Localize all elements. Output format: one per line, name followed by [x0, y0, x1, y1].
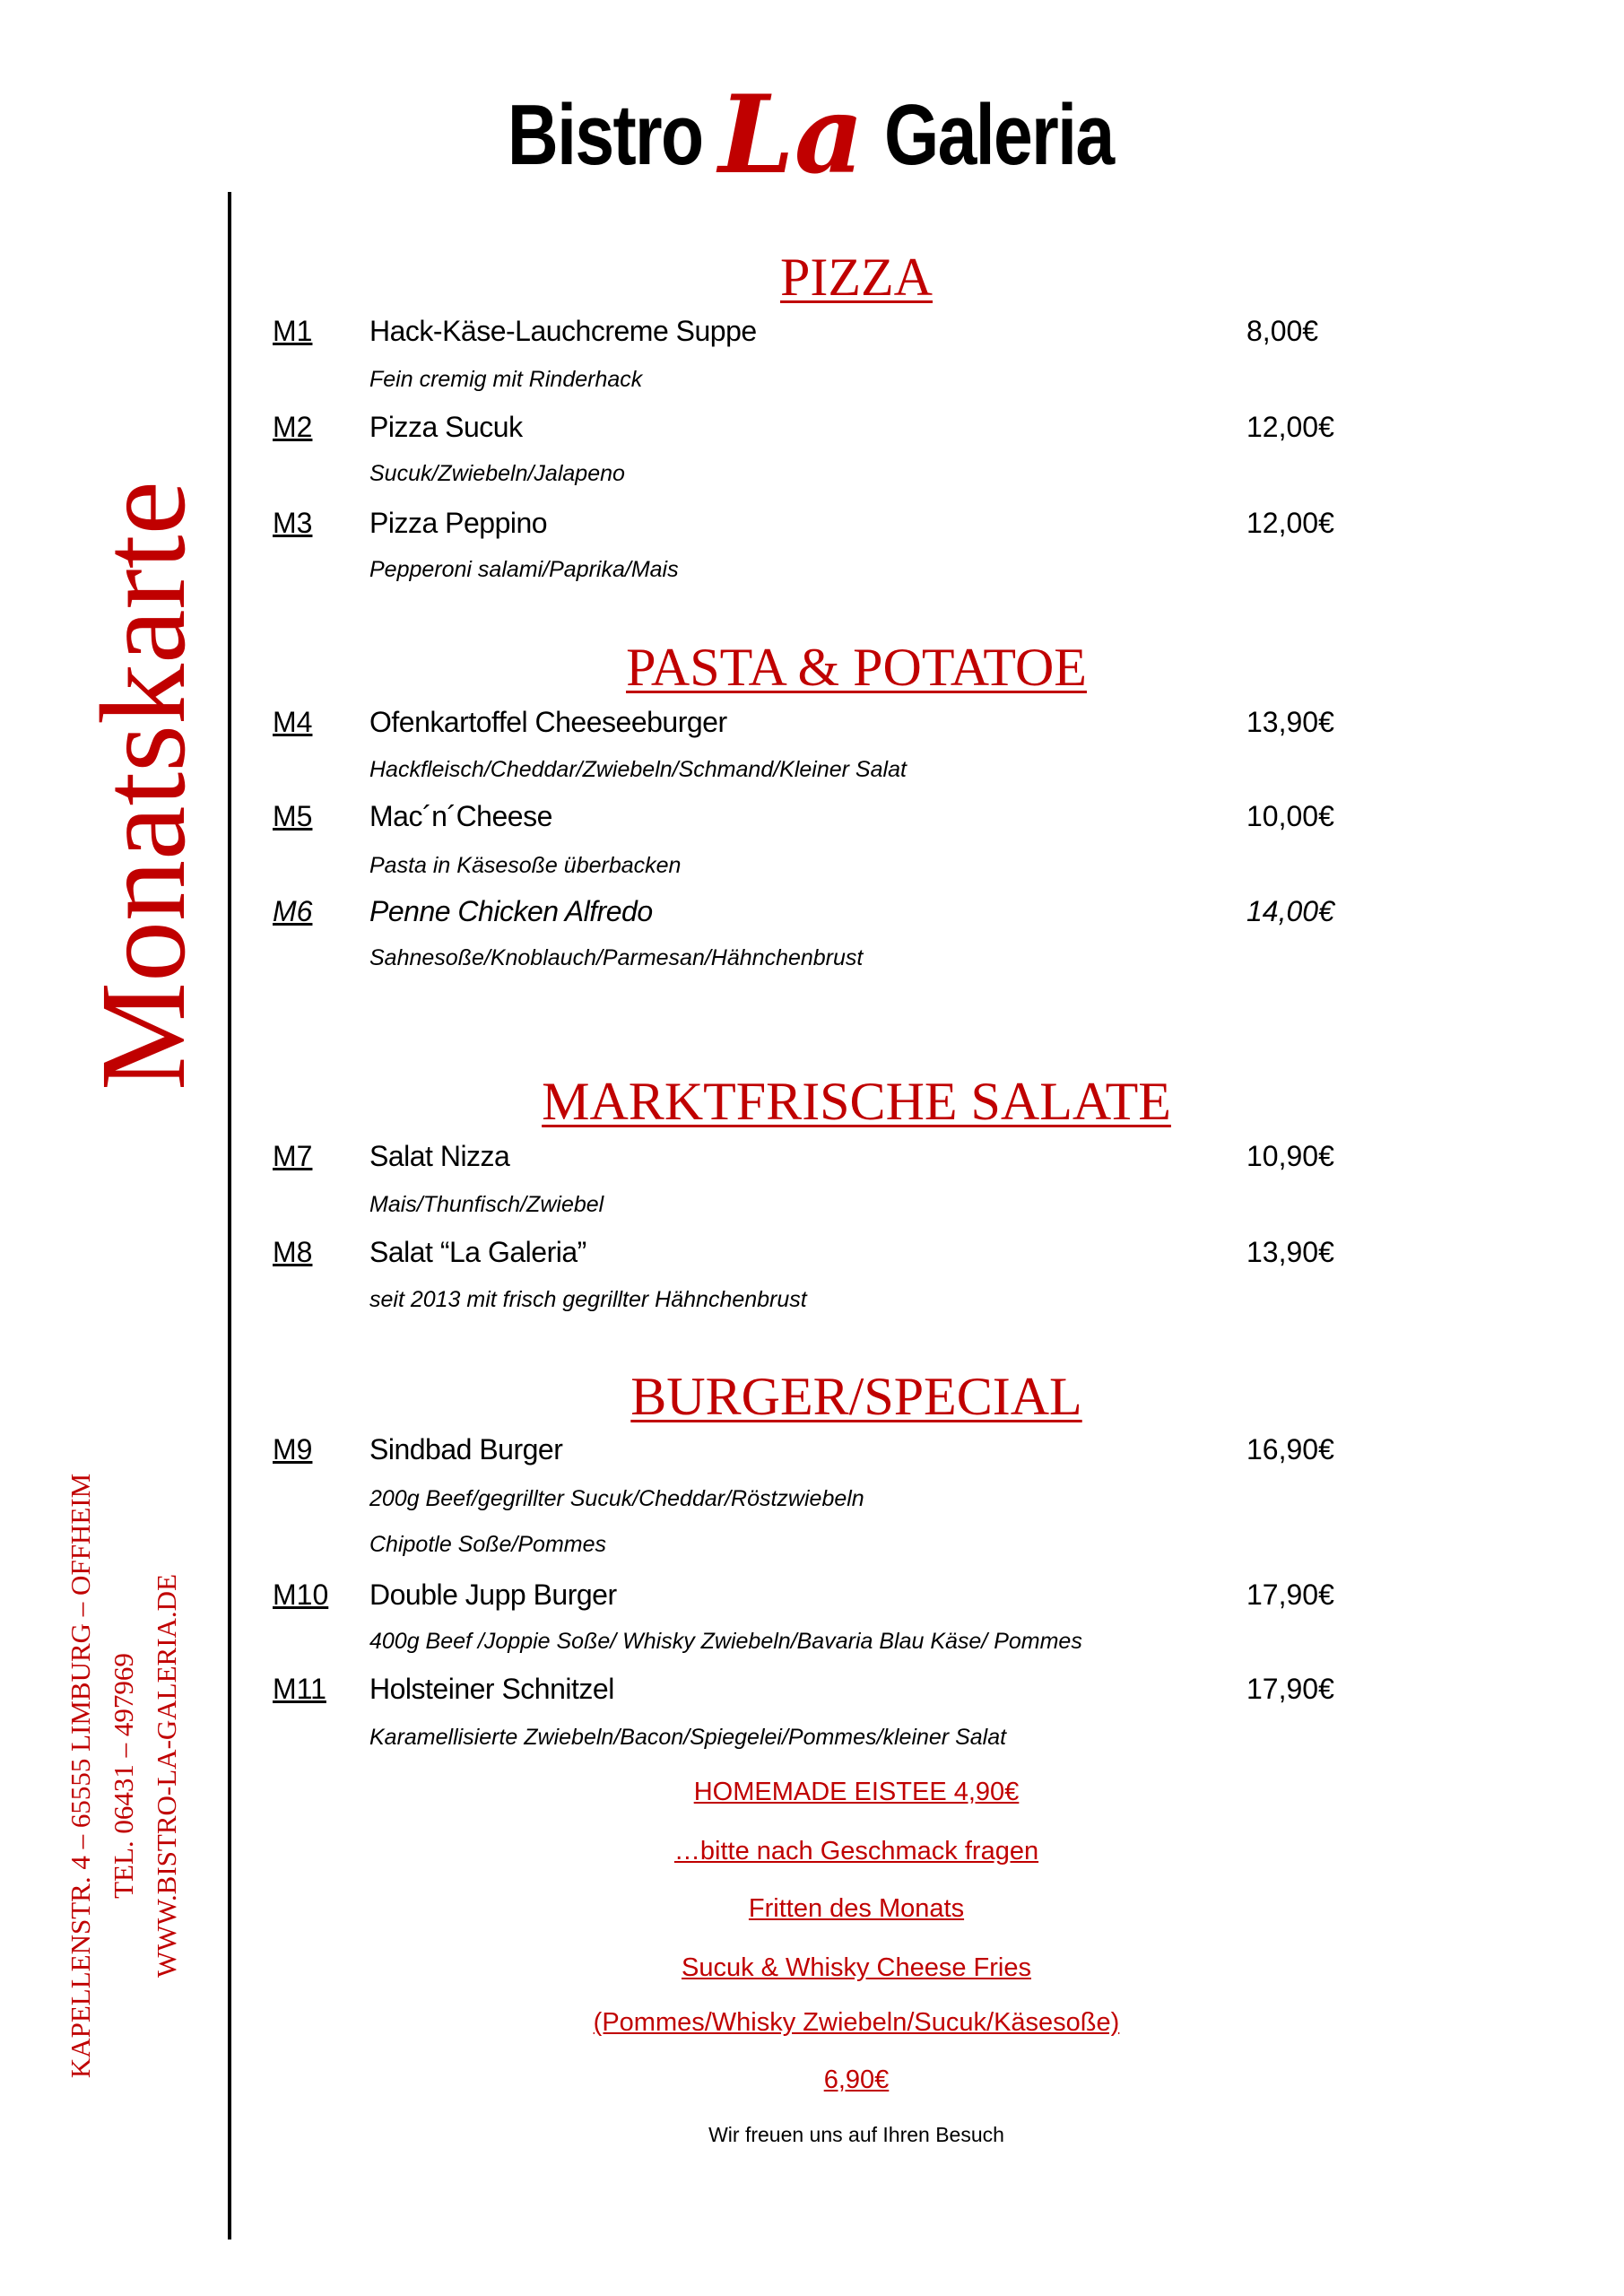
item-name: Ofenkartoffel Cheeseeburger [369, 706, 727, 738]
section-heading: PIZZA [780, 248, 933, 307]
promo-note: …bitte nach Geschmack fragen [673, 1837, 1039, 1866]
item-code: M4 [273, 706, 313, 738]
contact-address: KAPELLENSTR. 4 – 65555 LIMBURG – OFFHEIM [65, 1473, 96, 2079]
promo-note: Sucuk & Whisky Cheese Fries [681, 1953, 1031, 1982]
promo-note: HOMEMADE EISTEE 4,90€ [693, 1778, 1020, 1806]
item-code: M1 [273, 315, 313, 347]
item-name: Holsteiner Schnitzel [369, 1673, 614, 1705]
item-name: Mac´n´Cheese [369, 800, 552, 832]
item-price: 13,90€ [1246, 706, 1334, 738]
item-code: M11 [273, 1673, 326, 1705]
item-price: 8,00€ [1246, 315, 1319, 347]
item-code: M7 [273, 1140, 313, 1172]
item-description: 200g Beef/gegrillter Sucuk/Cheddar/Röstzwiebeln [369, 1486, 864, 1511]
item-price: 17,90€ [1246, 1673, 1334, 1705]
footer-text: Wir freuen uns auf Ihren Besuch [708, 2123, 1004, 2146]
contact-phone: TEL. 06431 – 497969 [108, 1653, 139, 1899]
item-price: 14,00€ [1246, 895, 1334, 927]
item-name: Pizza Peppino [369, 507, 548, 539]
item-name: Hack-Käse-Lauchcreme Suppe [369, 315, 757, 347]
item-price: 13,90€ [1246, 1236, 1334, 1268]
item-name: Pizza Sucuk [369, 411, 523, 443]
item-code: M8 [273, 1236, 313, 1268]
item-code: M6 [273, 895, 313, 927]
item-description: Mais/Thunfisch/Zwiebel [369, 1192, 604, 1217]
item-price: 16,90€ [1246, 1433, 1334, 1465]
item-code: M3 [273, 507, 313, 539]
side-title: Monatskarte [76, 481, 211, 1091]
item-name: Salat Nizza [369, 1140, 510, 1172]
item-description: Chipotle Soße/Pommes [369, 1532, 607, 1557]
item-description: Pasta in Käsesoße überbacken [369, 853, 682, 878]
item-description: Sahnesoße/Knoblauch/Parmesan/Hähnchenbrust [369, 945, 864, 970]
item-name: Sindbad Burger [369, 1433, 563, 1465]
brand-part3: Galeria [883, 86, 1114, 183]
item-code: M10 [273, 1578, 329, 1611]
item-description: Hackfleisch/Cheddar/Zwiebeln/Schmand/Kleiner Salat [369, 757, 907, 782]
item-price: 10,00€ [1246, 800, 1334, 832]
section-heading: MARKTFRISCHE SALATE [542, 1072, 1171, 1131]
section-heading: BURGER/SPECIAL [630, 1367, 1082, 1426]
item-description: seit 2013 mit frisch gegrillter Hähnchenbrust [369, 1287, 807, 1312]
item-description: Karamellisierte Zwiebeln/Bacon/Spiegelei/Pommes/kleiner Salat [369, 1725, 1007, 1750]
item-code: M5 [273, 800, 313, 832]
brand-part1: Bistro [507, 86, 702, 183]
item-price: 10,90€ [1246, 1140, 1334, 1172]
item-price: 12,00€ [1246, 411, 1334, 443]
item-description: Pepperoni salami/Paprika/Mais [369, 557, 679, 582]
item-code: M9 [273, 1433, 313, 1465]
item-name: Salat “La Galeria” [369, 1236, 586, 1268]
contact-web: WWW.BISTRO-LA-GALERIA.DE [151, 1574, 182, 1978]
item-name: Penne Chicken Alfredo [369, 895, 653, 927]
promo-note: (Pommes/Whisky Zwiebeln/Sucuk/Käsesoße) [593, 2008, 1120, 2037]
brand-part2: La [718, 72, 864, 198]
promo-note: Fritten des Monats [748, 1894, 965, 1923]
divider-line [228, 192, 231, 2239]
item-price: 12,00€ [1246, 507, 1334, 539]
item-description: Sucuk/Zwiebeln/Jalapeno [369, 461, 625, 486]
promo-note: 6,90€ [823, 2066, 890, 2094]
item-name: Double Jupp Burger [369, 1578, 617, 1611]
item-description: Fein cremig mit Rinderhack [369, 367, 643, 392]
section-heading: PASTA & POTATOE [626, 638, 1087, 697]
item-code: M2 [273, 411, 313, 443]
item-price: 17,90€ [1246, 1578, 1334, 1611]
item-description: 400g Beef /Joppie Soße/ Whisky Zwiebeln/Bavaria Blau Käse/ Pommes [369, 1629, 1082, 1654]
brand-logo [0, 72, 1624, 224]
